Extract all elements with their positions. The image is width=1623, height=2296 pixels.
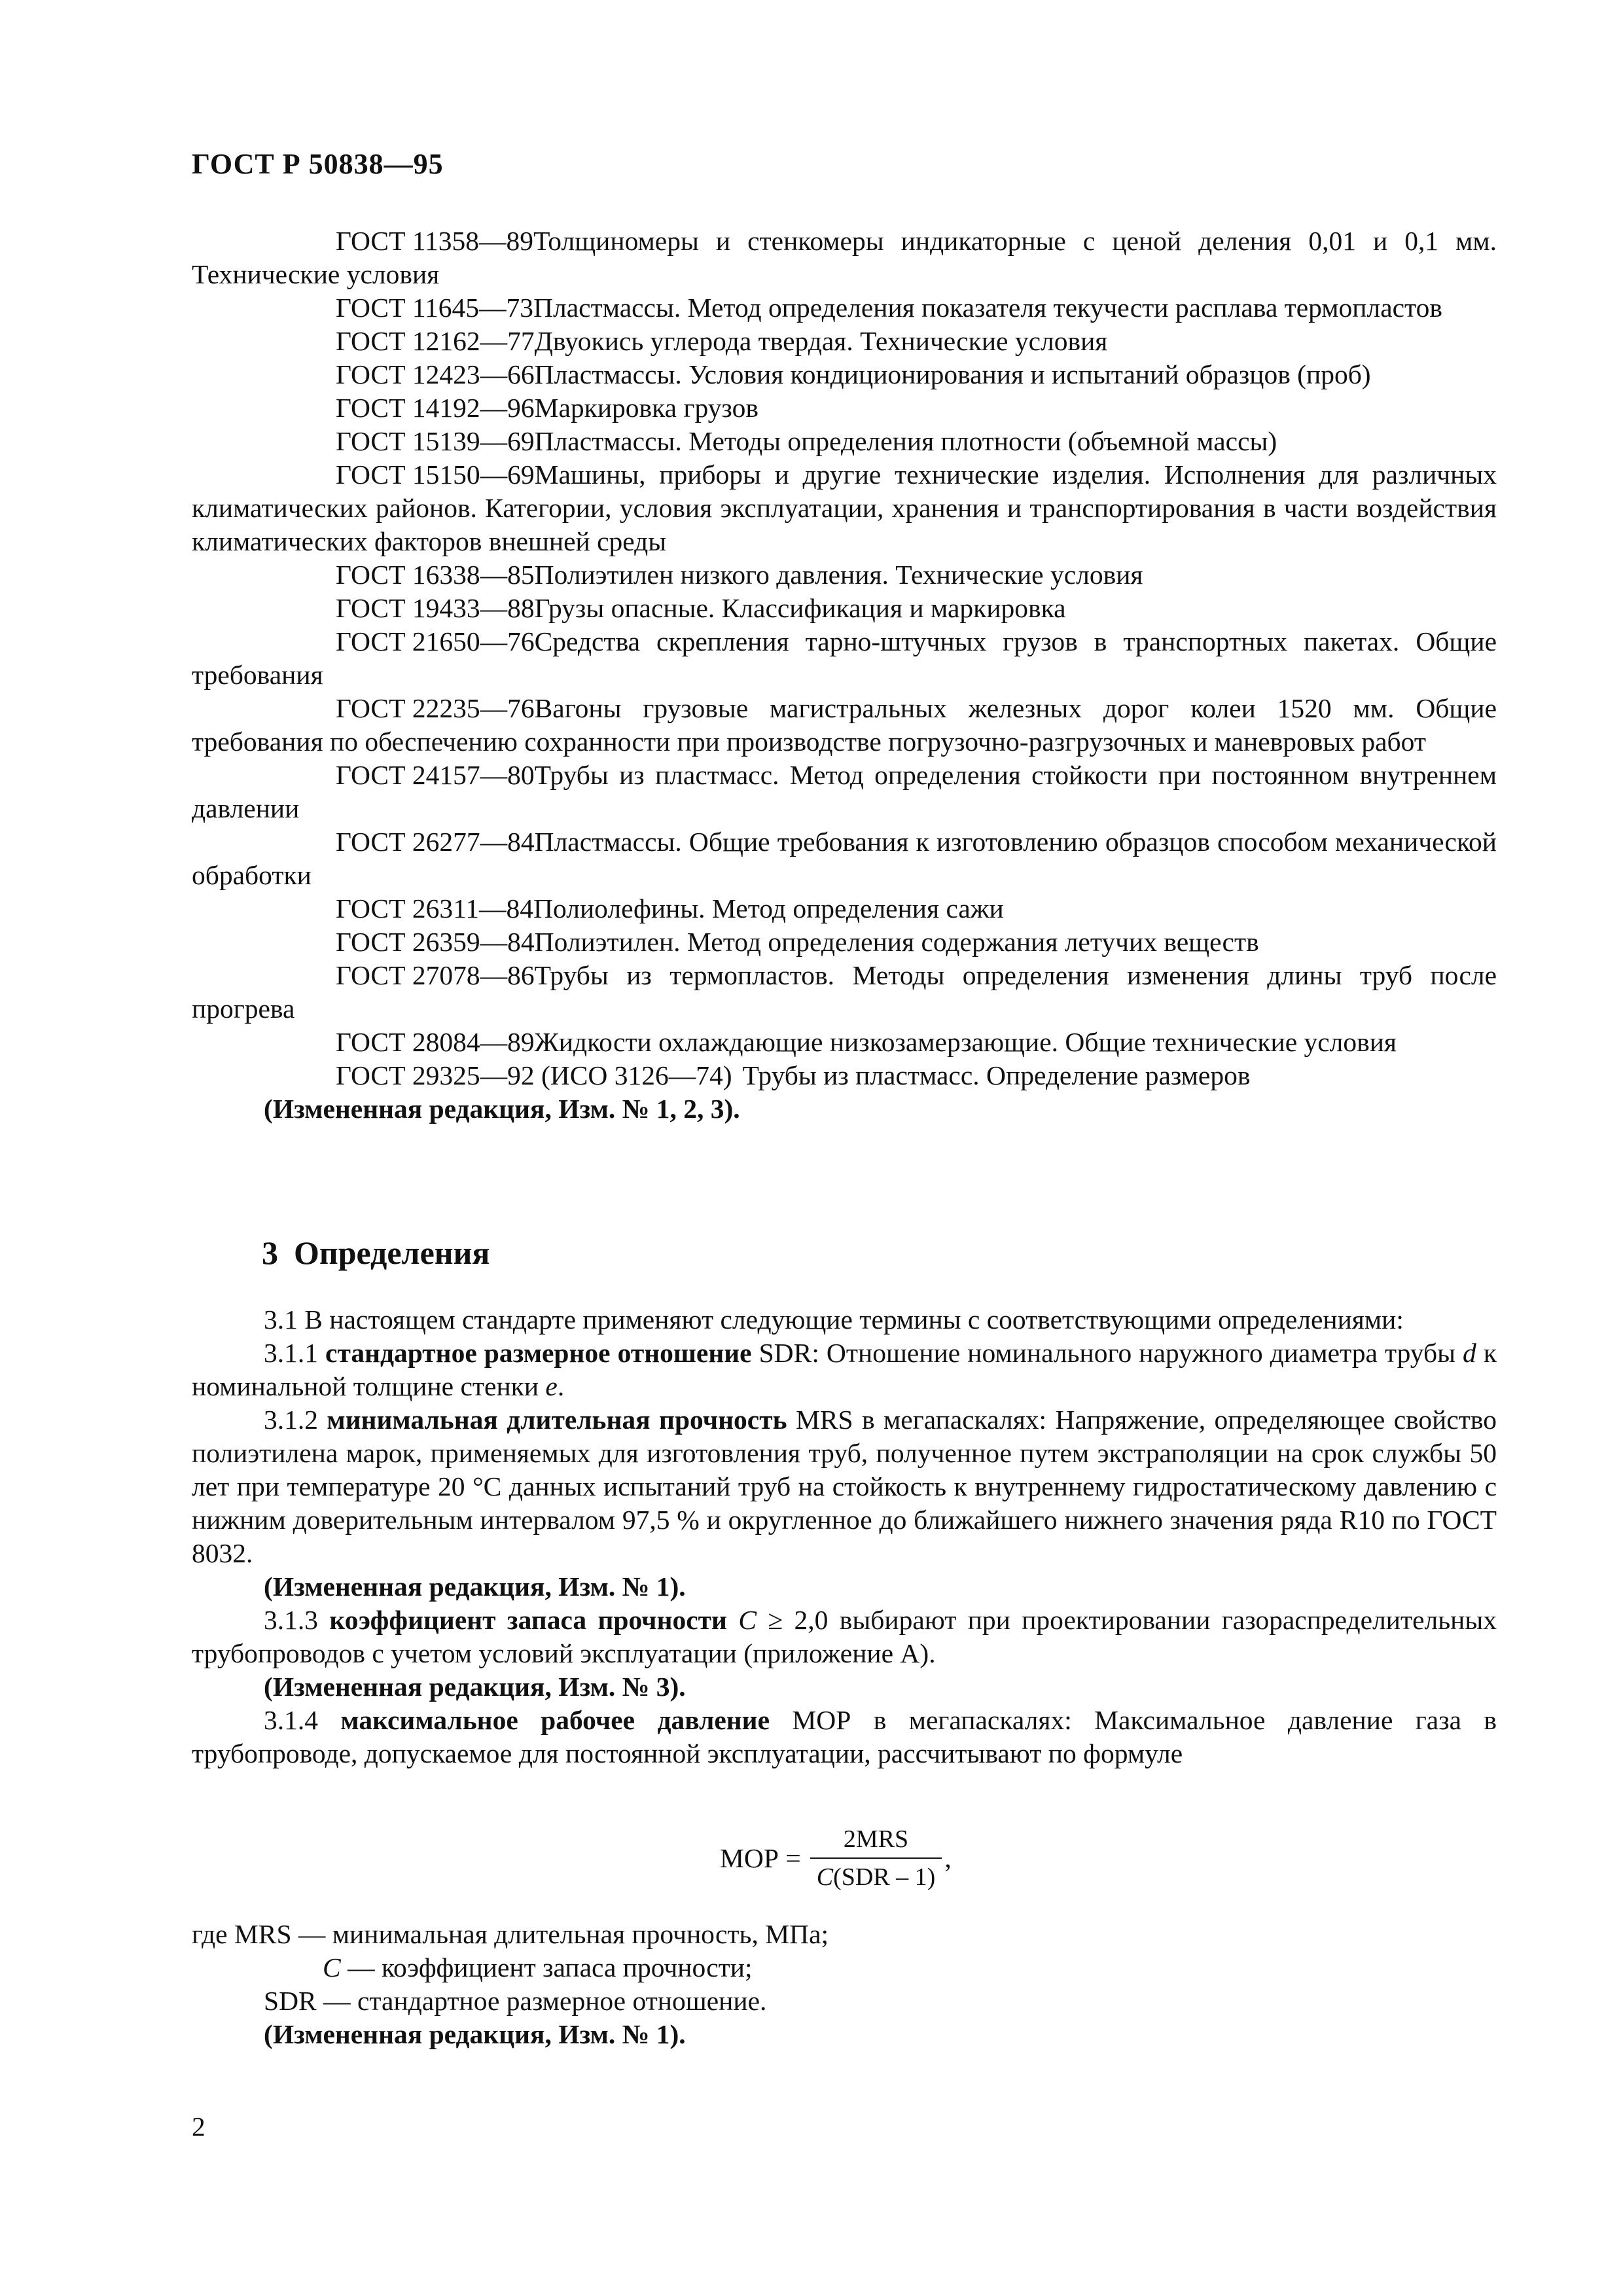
term: минимальная длительная прочность xyxy=(327,1405,787,1435)
legend-line-sdr: SDR — стандартное размерное отношение. xyxy=(264,1986,767,2016)
definition-3-1-1 xyxy=(192,1336,1497,1403)
section-number: 3 xyxy=(262,1234,278,1271)
reference-title: Жидкости охлаждающие низкозамерзающие. Общие технические условия xyxy=(534,1027,1397,1057)
reference-title: Толщиномеры и стенкомеры индикаторные с ценой деления 0,01 и 0,1 мм. Технические условия xyxy=(192,226,1497,289)
reference-item xyxy=(192,959,1497,1026)
reference-title: Грузы опасные. Классификация и маркировка xyxy=(534,593,1066,623)
reference-item xyxy=(192,1026,1497,1059)
formula-lhs: МОР = xyxy=(720,1843,801,1873)
reference-title: Полиэтилен. Метод определения содержания летучих веществ xyxy=(534,927,1259,957)
mop-formula xyxy=(720,1825,952,1892)
reference-item xyxy=(192,458,1497,558)
section-title: Определения xyxy=(294,1234,490,1271)
reference-code: ГОСТ 11645—73 xyxy=(336,293,534,323)
reference-code: ГОСТ 24157—80 xyxy=(336,760,535,790)
reference-title: Вагоны грузовые магистральных железных дорог колеи 1520 мм. Общие требования по обеспечению сохранности при производстве погрузочно-разгрузочных и маневровых работ xyxy=(192,693,1497,757)
definition-text: . xyxy=(557,1371,565,1401)
definition-text: МОР в мегапаскалях: Максимальное давление газа в трубопроводе, допускаемое для постоянной эксплуатации, рассчитывают по формуле xyxy=(192,1705,1497,1768)
legend-line-c xyxy=(192,1951,1497,1984)
reference-code: ГОСТ 14192—96 xyxy=(336,393,535,423)
reference-title: Пластмассы. Условия кондиционирования и испытаний образцов (проб) xyxy=(534,359,1371,389)
reference-item xyxy=(192,558,1497,592)
legend-line-mrs: где MRS — минимальная длительная прочность, МПа; xyxy=(192,1919,829,1949)
formula-denominator xyxy=(810,1857,942,1892)
definitions xyxy=(192,1303,1497,1770)
reference-code: ГОСТ 11358—89 xyxy=(336,226,534,256)
term: стандартное размерное отношение xyxy=(325,1338,752,1368)
reference-item xyxy=(192,892,1497,925)
reference-code: ГОСТ 26277—84 xyxy=(336,827,535,857)
definition-text: ≥ 2,0 выбирают при проектировании газораспределительных трубопроводов с учетом условий эксплуатации (приложение А). xyxy=(192,1605,1497,1668)
reference-title: Полиолефины. Метод определения сажи xyxy=(533,893,1004,924)
definition-text: MRS в мегапаскалях: Напряжение, определяющее свойство полиэтилена марок, применяемых для изготовления труб, полученное путем экстраполяции на срок службы 50 лет при температуре 20 °С данных испытаний труб на стойкость к внутреннему гидростатическому давлению с нижним доверительным интервалом 97,5 % и округленное до ближайшего нижнего значения ряда R10 по ГОСТ 8032. xyxy=(192,1405,1497,1568)
clause-number: 3.1.1 xyxy=(264,1338,318,1368)
reference-item xyxy=(192,592,1497,625)
reference-item xyxy=(192,925,1497,959)
reference-title: Пластмассы. Метод определения показателя текучести расплава термопластов xyxy=(533,293,1442,323)
reference-code: ГОСТ 26311—84 xyxy=(336,893,534,924)
reference-code: ГОСТ 29325—92 (ИСО 3126—74) xyxy=(336,1060,732,1090)
page-number: 2 xyxy=(192,2111,205,2142)
reference-code: ГОСТ 26359—84 xyxy=(336,927,535,957)
legend-text: — коэффициент запаса прочности; xyxy=(340,1952,753,1982)
reference-code: ГОСТ 19433—88 xyxy=(336,593,535,623)
term: максимальное рабочее давление xyxy=(340,1705,770,1735)
reference-code: ГОСТ 27078—86 xyxy=(336,960,535,990)
reference-item xyxy=(192,391,1497,425)
reference-title: Трубы из пластмасс. Определение размеров xyxy=(742,1060,1251,1090)
reference-title: Трубы из пластмасс. Метод определения стойкости при постоянном внутреннем давлении xyxy=(192,760,1497,823)
reference-code: ГОСТ 22235—76 xyxy=(336,693,535,723)
reference-title: Маркировка грузов xyxy=(534,393,758,423)
formula-denominator-rest: (SDR – 1) xyxy=(833,1863,936,1891)
term-abbr: SDR xyxy=(751,1338,812,1368)
formula-numerator: 2MRS xyxy=(843,1825,909,1853)
definition-text: к номинальной толщине стенки xyxy=(192,1338,1497,1401)
references-amendment-note: (Измененная редакция, Изм. № 1, 2, 3). xyxy=(264,1094,740,1124)
reference-title: Трубы из термопластов. Методы определения изменения длины труб после прогрева xyxy=(192,960,1497,1024)
reference-item xyxy=(192,825,1497,892)
reference-title: Машины, приборы и другие технические изделия. Исполнения для различных климатических районов. Категории, условия эксплуатации, хранения и транспортирования в части воздействия климатических факторов внешней среды xyxy=(192,459,1497,556)
section-heading xyxy=(262,1234,490,1272)
reference-item xyxy=(192,358,1497,391)
reference-title: Пластмассы. Методы определения плотности (объемной массы) xyxy=(534,426,1277,456)
reference-item xyxy=(192,759,1497,825)
formula-comma: , xyxy=(944,1843,952,1873)
clause-number: 3.1.2 xyxy=(264,1405,318,1435)
reference-code: ГОСТ 16338—85 xyxy=(336,560,535,590)
amendment-note: (Измененная редакция, Изм. № 1). xyxy=(264,2019,686,2049)
variable-d: d xyxy=(1463,1338,1476,1368)
reference-title: Пластмассы. Общие требования к изготовлению образцов способом механической обработки xyxy=(192,827,1497,890)
reference-code: ГОСТ 28084—89 xyxy=(336,1027,535,1057)
variable-c: С xyxy=(738,1605,757,1635)
references-list xyxy=(192,224,1497,1126)
clause-number: 3.1.3 xyxy=(264,1605,318,1635)
reference-title: Средства скрепления тарно-штучных грузов в транспортных пакетах. Общие требования xyxy=(192,626,1497,690)
clause-number: 3.1.4 xyxy=(264,1705,318,1735)
formula-fraction xyxy=(810,1825,942,1892)
reference-item xyxy=(192,291,1497,325)
reference-item xyxy=(192,625,1497,692)
reference-item xyxy=(192,224,1497,291)
definition-3-1-3 xyxy=(192,1604,1497,1670)
term: коэффициент запаса прочности xyxy=(329,1605,727,1635)
reference-code: ГОСТ 12162—77 xyxy=(336,326,535,356)
definition-text: : Отношение номинального наружного диаметра трубы xyxy=(812,1338,1463,1368)
reference-code: ГОСТ 15150—69 xyxy=(336,459,535,490)
amendment-note: (Измененная редакция, Изм. № 3). xyxy=(264,1672,686,1702)
reference-code: ГОСТ 15139—69 xyxy=(336,426,535,456)
reference-code: ГОСТ 12423—66 xyxy=(336,359,535,389)
reference-title: Полиэтилен низкого давления. Технические условия xyxy=(534,560,1143,590)
reference-code: ГОСТ 21650—76 xyxy=(336,626,535,656)
formula-variable-c: C xyxy=(816,1863,834,1891)
legend-variable-c: С xyxy=(323,1952,341,1982)
reference-item xyxy=(192,425,1497,458)
reference-item xyxy=(192,325,1497,358)
variable-e: e xyxy=(545,1371,558,1401)
definition-3-1-4 xyxy=(192,1704,1497,1770)
reference-title: Двуокись углерода твердая. Технические условия xyxy=(534,326,1108,356)
formula-legend xyxy=(192,1918,1497,2051)
definitions-intro: 3.1 В настоящем стандарте применяют следующие термины с соответствующими определениями: xyxy=(264,1304,1404,1335)
document-header: ГОСТ Р 50838—95 xyxy=(192,148,444,180)
definition-3-1-2 xyxy=(192,1403,1497,1570)
amendment-note: (Измененная редакция, Изм. № 1). xyxy=(264,1571,686,1602)
reference-item xyxy=(192,692,1497,759)
reference-item xyxy=(192,1059,1497,1092)
